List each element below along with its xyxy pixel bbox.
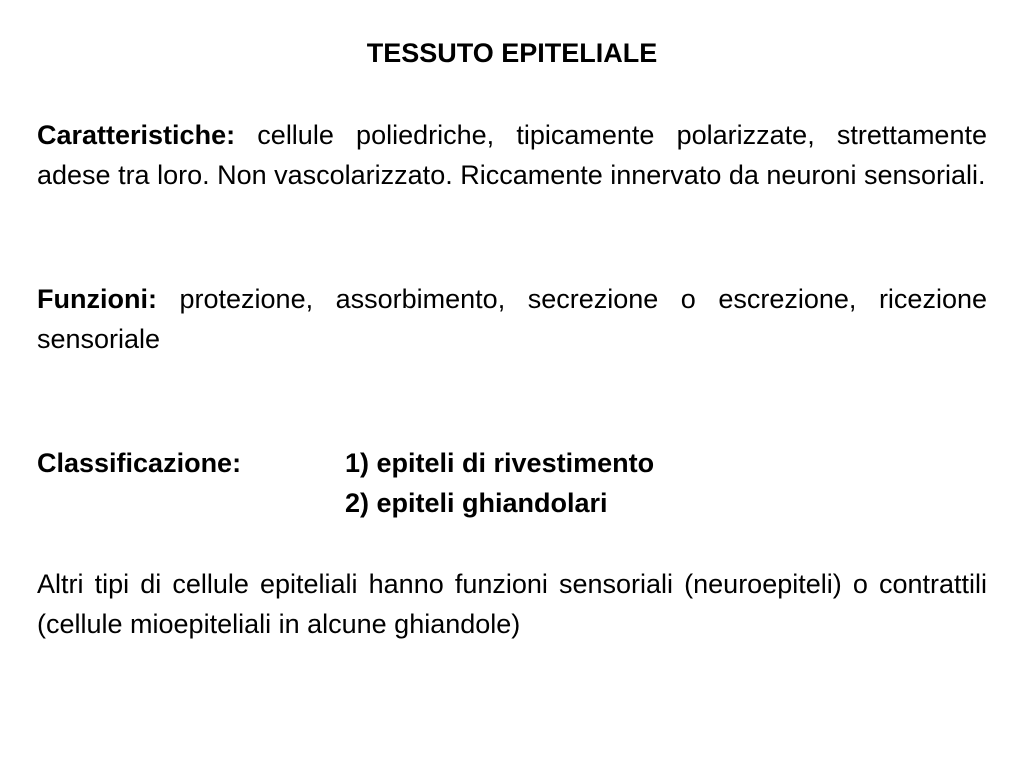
caratteristiche-text: cellule poliedriche, tipicamente polarizzate, strettamente adese tra loro. Non vascolarizzato. Riccamente innervato da neuroni sensoriali. [37,120,987,190]
funzioni-label: Funzioni: [37,284,157,314]
funzioni-text: protezione, assorbimento, secrezione o escrezione, ricezione sensoriale [37,284,987,354]
slide-title: TESSUTO EPITELIALE [366,38,658,68]
funzioni-paragraph [37,279,987,359]
classificazione-item: 2) epiteli ghiandolari [345,488,608,518]
caratteristiche-label: Caratteristiche: [37,120,236,150]
classificazione-label: Classificazione: [37,448,242,478]
caratteristiche-paragraph [37,115,987,195]
classificazione-list [345,443,654,523]
classificazione-item: 1) epiteli di rivestimento [345,448,655,478]
altri-tipi-paragraph: Altri tipi di cellule epiteliali hanno funzioni sensoriali (neuroepiteli) o contrattili (cellule mioepiteliali in alcune ghiandole) [37,569,987,639]
